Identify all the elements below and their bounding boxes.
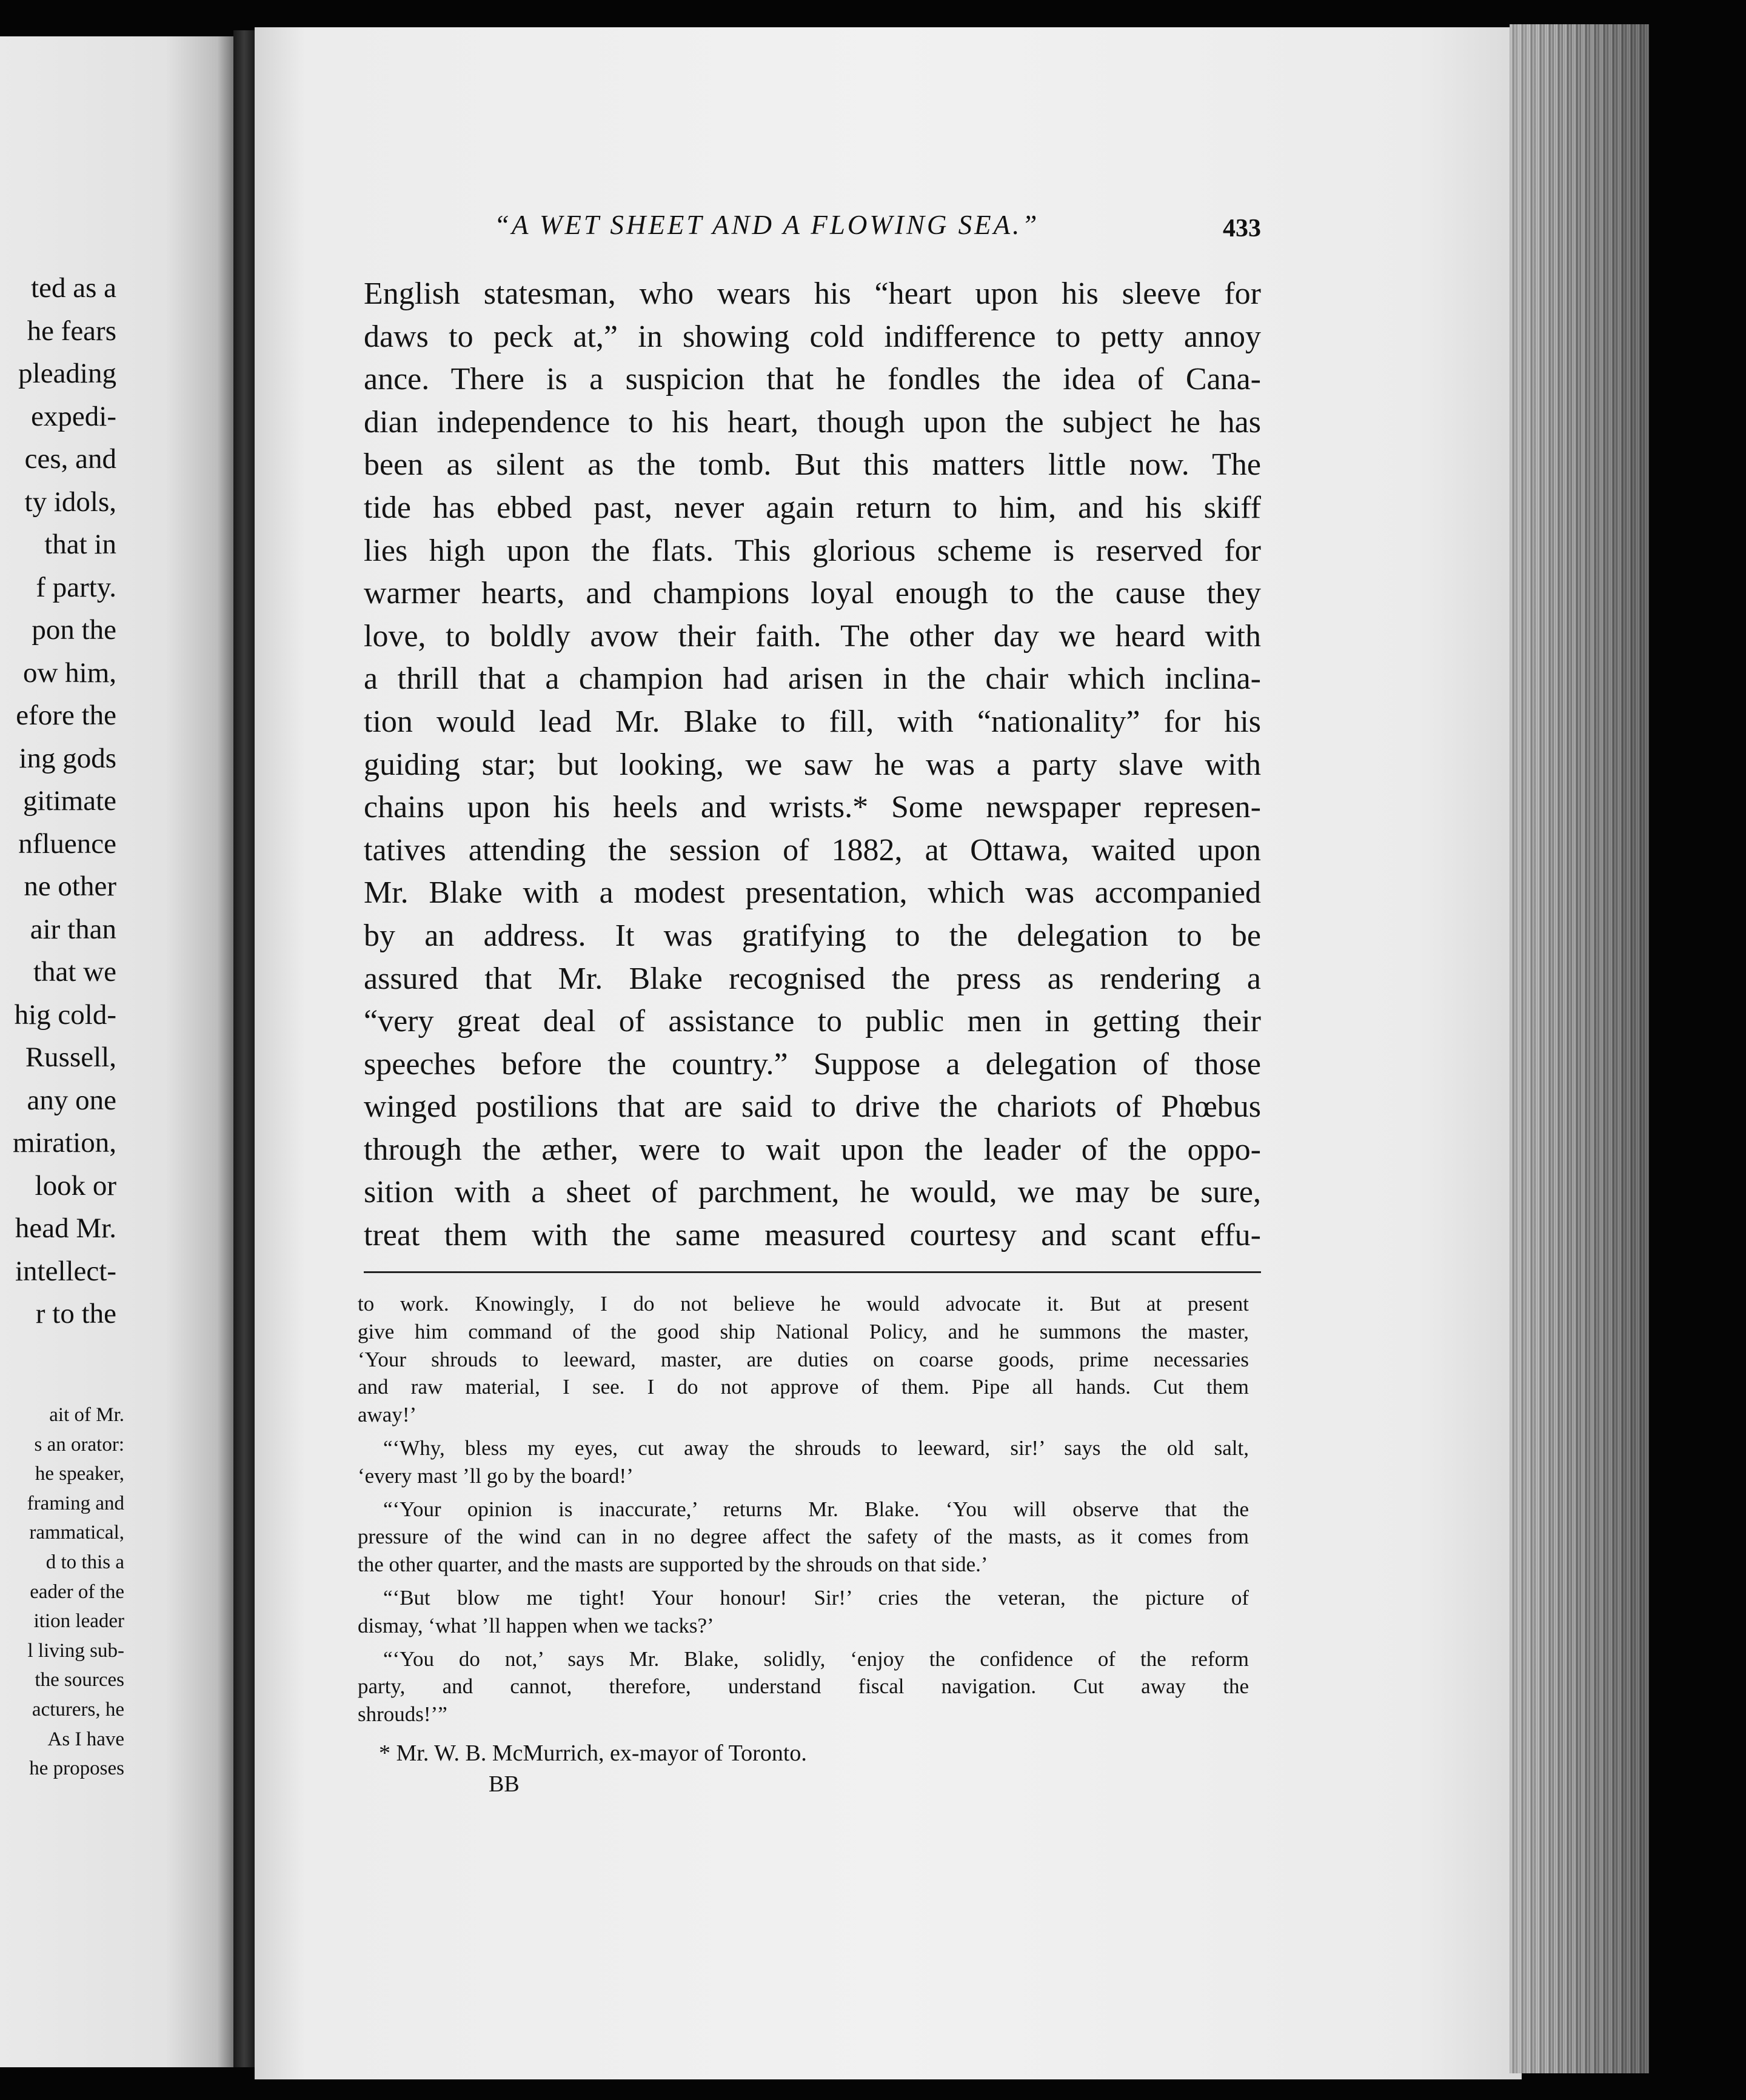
previous-page-line: r to the — [35, 1298, 116, 1329]
running-title: “A WET SHEET AND A FLOWING SEA.” — [494, 210, 1040, 240]
body-line: lies high upon the flats. This glorious scheme is reserved for — [364, 533, 1261, 568]
footnote-line: dismay, ‘what ’ll happen when we tacks?’ — [358, 1613, 714, 1637]
footnote-paragraph — [358, 1645, 1249, 1728]
previous-page-line: pon the — [32, 614, 116, 646]
previous-page-note-line: As I have — [47, 1728, 124, 1750]
footnote-line: shrouds!’” — [358, 1702, 447, 1727]
body-line: winged postilions that are said to drive the chariots of Phœbus — [364, 1089, 1261, 1125]
previous-page-line: any one — [27, 1084, 116, 1116]
body-line: love, to boldly avow their faith. The other day we heard with — [364, 618, 1261, 654]
footnote-line: ‘Your shrouds to leeward, master, are duties on coarse goods, prime necessaries — [358, 1347, 1249, 1371]
footnote-line: and raw material, I see. I do not approve of them. Pipe all hands. Cut them — [358, 1375, 1249, 1399]
footnote-line: to work. Knowingly, I do not believe he would advocate it. But at present — [358, 1292, 1249, 1316]
previous-page-line: f party. — [36, 571, 116, 603]
footnote-line: the other quarter, and the masts are supported by the shrouds on that side.’ — [358, 1553, 988, 1577]
previous-page-note-line: l living sub- — [27, 1639, 124, 1662]
book-gutter — [233, 30, 258, 2067]
body-line: treat them with the same measured courtesy and scant effu- — [364, 1218, 1261, 1253]
previous-page-line: ing gods — [19, 742, 116, 774]
footnote-line: “‘But blow me tight! Your honour! Sir!’ cries the veteran, the picture of — [383, 1585, 1249, 1610]
body-line: tatives attending the session of 1882, at Ottawa, waited upon — [364, 832, 1261, 868]
previous-page-line: look or — [35, 1169, 116, 1202]
previous-page-note-line: he proposes — [29, 1757, 124, 1780]
page-edges-shade — [1510, 24, 1649, 2073]
body-line: warmer hearts, and champions loyal enough to the cause they — [364, 576, 1261, 611]
previous-page-line: Russell, — [25, 1042, 116, 1073]
previous-page-note-line: s an orator: — [34, 1433, 124, 1456]
footnote-paragraph — [358, 1496, 1249, 1579]
previous-page-line: that we — [33, 956, 116, 988]
body-line: tion would lead Mr. Blake to fill, with “nationality” for his — [364, 704, 1261, 739]
body-line: speeches before the country.” Suppose a delegation of those — [364, 1046, 1261, 1082]
previous-page-line: hig cold- — [14, 998, 116, 1031]
previous-page-note-line: acturers, he — [32, 1698, 124, 1720]
body-line: daws to peck at,” in showing cold indifference to petty annoy — [364, 319, 1261, 354]
footnote-line: “‘You do not,’ says Mr. Blake, solidly, ‘enjoy the confidence of the reform — [383, 1647, 1249, 1671]
body-line: sition with a sheet of parchment, he would, we may be sure, — [364, 1175, 1261, 1210]
body-text — [364, 273, 1261, 1257]
footnote-rule — [364, 1271, 1261, 1273]
previous-page-line: ted as a — [31, 272, 116, 304]
page-number: 433 — [1223, 215, 1261, 242]
previous-page-line: ne other — [24, 871, 116, 902]
previous-page-note-line: d to this a — [45, 1551, 124, 1573]
previous-page-line: head Mr. — [15, 1212, 116, 1244]
footnote-paragraph — [358, 1434, 1249, 1490]
previous-page-line: air than — [30, 913, 116, 945]
body-line: tide has ebbed past, never again return to him, and his skiff — [364, 490, 1261, 525]
previous-page-note-line: ition leader — [33, 1610, 124, 1633]
previous-page-note-line: rammatical, — [29, 1522, 124, 1544]
previous-page — [0, 36, 236, 2067]
previous-page-line: that in — [44, 529, 116, 560]
footnote-line: “‘Why, bless my eyes, cut away the shrouds to leeward, sir!’ says the old salt, — [383, 1436, 1249, 1460]
body-line: English statesman, who wears his “heart upon his sleeve for — [364, 276, 1261, 311]
body-line: been as silent as the tomb. But this matters little now. The — [364, 447, 1261, 483]
body-line: assured that Mr. Blake recognised the press as rendering a — [364, 961, 1261, 996]
body-line: dian independence to his heart, though upon the subject he has — [364, 404, 1261, 440]
previous-page-line: intellect- — [15, 1255, 116, 1287]
body-line: chains upon his heels and wrists.* Some newspaper represen- — [364, 790, 1261, 825]
previous-page-line: he fears — [27, 315, 116, 347]
previous-page-line: gitimate — [22, 785, 116, 817]
footnote-paragraph — [358, 1584, 1249, 1640]
footnote-line: give him command of the good ship National Policy, and he summons the master, — [358, 1319, 1249, 1343]
previous-page-line: ty idols, — [24, 486, 116, 518]
footnote-paragraph — [358, 1290, 1249, 1429]
previous-page-line: ow him, — [22, 657, 116, 689]
footnote-author: * Mr. W. B. McMurrich, ex-mayor of Toronto. — [379, 1741, 807, 1766]
previous-page-note-line: the sources — [35, 1669, 124, 1691]
previous-page-note-line: framing and — [27, 1492, 124, 1514]
body-line: “very great deal of assistance to public men in getting their — [364, 1004, 1261, 1039]
body-line: through the æther, were to wait upon the leader of the oppo- — [364, 1132, 1261, 1167]
previous-page-note-line: he speaker, — [35, 1463, 124, 1485]
previous-page-line: miration, — [13, 1127, 116, 1159]
footnote-line: pressure of the wind can in no degree affect the safety of the masts, as it comes from — [358, 1525, 1249, 1549]
previous-page-line: nfluence — [18, 828, 116, 860]
body-line: guiding star; but looking, we saw he was a party slave with — [364, 747, 1261, 782]
footnote-line: ‘every mast ’ll go by the board!’ — [358, 1463, 634, 1488]
footnote-line: away!’ — [358, 1403, 417, 1427]
previous-page-line: expedi- — [31, 400, 116, 432]
previous-page-line: pleading — [18, 358, 116, 389]
body-line: a thrill that a champion had arisen in the chair which inclina- — [364, 661, 1261, 697]
previous-page-line: ces, and — [24, 443, 116, 475]
previous-page-line: efore the — [16, 700, 116, 731]
previous-page-text — [0, 267, 116, 1336]
body-line: ance. There is a suspicion that he fondles the idea of Cana- — [364, 362, 1261, 397]
footnote-line: party, and cannot, therefore, understand fiscal navigation. Cut away the — [358, 1674, 1249, 1699]
running-head — [364, 209, 1261, 252]
body-line: by an address. It was gratifying to the delegation to be — [364, 918, 1261, 953]
previous-page-footnotes — [0, 1400, 124, 1784]
footnote-line: “‘Your opinion is inaccurate,’ returns Mr. Blake. ‘You will observe that the — [383, 1497, 1249, 1521]
signature-mark: BB — [489, 1771, 520, 1797]
previous-page-note-line: eader of the — [30, 1580, 124, 1603]
previous-page-note-line: ait of Mr. — [49, 1404, 124, 1426]
body-line: Mr. Blake with a modest presentation, which was accompanied — [364, 875, 1261, 911]
footnotes — [358, 1290, 1249, 1728]
